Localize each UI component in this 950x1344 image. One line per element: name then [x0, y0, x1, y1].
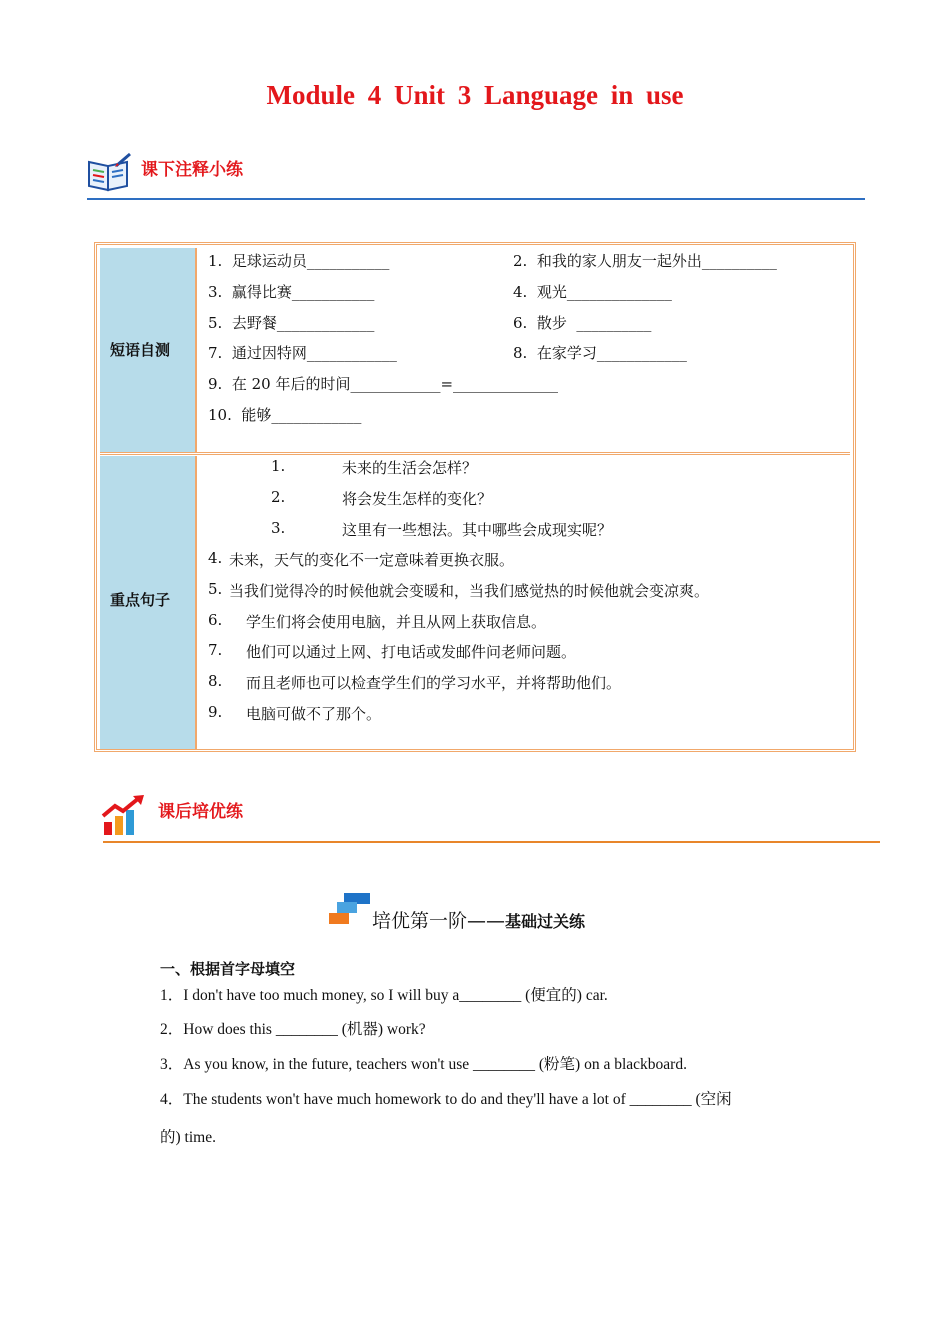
sentence-number: 8. [208, 672, 223, 690]
sentence-text: 这里有一些想法。其中哪些会成现实呢？ [342, 521, 613, 539]
sentence-text: 将会发生怎样的变化？ [342, 490, 493, 508]
subsection-title-main: 培优第一阶—— [372, 910, 506, 932]
sentence-text: 当我们觉得冷的时候他就会变暖和，当我们感觉热的时候他就会变凉爽。 [229, 582, 710, 600]
phrase-item: 5. 去野餐_____________ [208, 314, 375, 332]
section-divider [87, 198, 865, 200]
question-item: 2．How does this ________ (机器) work? [160, 1021, 426, 1038]
sentence-text: 电脑可做不了那个。 [246, 705, 382, 723]
page-title: Module 4 Unit 3 Language in use [266, 80, 684, 110]
subsection-title [372, 906, 585, 933]
sentence-number: 1. [271, 457, 286, 475]
subsection-title-small: 基础过关练 [505, 912, 586, 931]
sentence-text: 学生们将会使用电脑，并且从网上获取信息。 [246, 613, 547, 631]
question-item: 4．The students won't have much homework to do and they'll have a lot of ________ (空闲 [160, 1091, 732, 1108]
stairs-icon [328, 893, 372, 925]
sentence-number: 9. [208, 703, 223, 721]
sentence-number: 5. [208, 580, 223, 598]
open-book-icon [86, 152, 134, 194]
phrase-item: 10. 能够____________ [208, 406, 362, 424]
phrase-item: 2. 和我的家人朋友一起外出__________ [513, 252, 777, 270]
sentence-number: 4. [208, 549, 223, 567]
section-title-practice: 课后培优练 [158, 802, 243, 822]
sentence-text: 而且老师也可以检查学生们的学习水平，并将帮助他们。 [246, 674, 622, 692]
phrase-item: 1. 足球运动员___________ [208, 252, 390, 270]
section-divider [103, 841, 880, 843]
phrases-label-cell [100, 248, 197, 453]
section-title-notes: 课下注释小练 [141, 160, 243, 180]
sentences-label: 重点句子 [110, 591, 171, 609]
sentence-text: 他们可以通过上网、打电话或发邮件问老师问题。 [246, 643, 577, 661]
exercise-heading: 一、根据首字母填空 [160, 960, 296, 978]
phrase-item: 9. 在 20 年后的时间____________=______________ [208, 375, 559, 393]
sentence-text: 未来的生活会怎样？ [342, 459, 478, 477]
phrase-item: 6. 散步 __________ [513, 314, 652, 332]
sentences-label-cell [100, 456, 197, 749]
sentence-number: 3. [271, 519, 286, 537]
phrases-label: 短语自测 [110, 341, 171, 359]
phrase-item: 7. 通过因特网____________ [208, 344, 397, 362]
phrase-item: 3. 赢得比赛___________ [208, 283, 375, 301]
phrase-item: 8. 在家学习____________ [513, 344, 687, 362]
question-item-continued: 的) time. [160, 1129, 216, 1146]
review-table [94, 242, 856, 752]
growth-chart-icon [101, 794, 147, 838]
sentence-number: 6. [208, 611, 223, 629]
sentence-number: 7. [208, 641, 223, 659]
question-item: 3．As you know, in the future, teachers won't use ________ (粉笔) on a blackboard. [160, 1056, 687, 1073]
phrase-item: 4. 观光______________ [513, 283, 672, 301]
sentence-number: 2. [271, 488, 286, 506]
sentence-text: 未来，天气的变化不一定意味着更换衣服。 [229, 551, 515, 569]
question-item: 1．I don't have too much money, so I will buy a________ (便宜的) car. [160, 987, 608, 1004]
